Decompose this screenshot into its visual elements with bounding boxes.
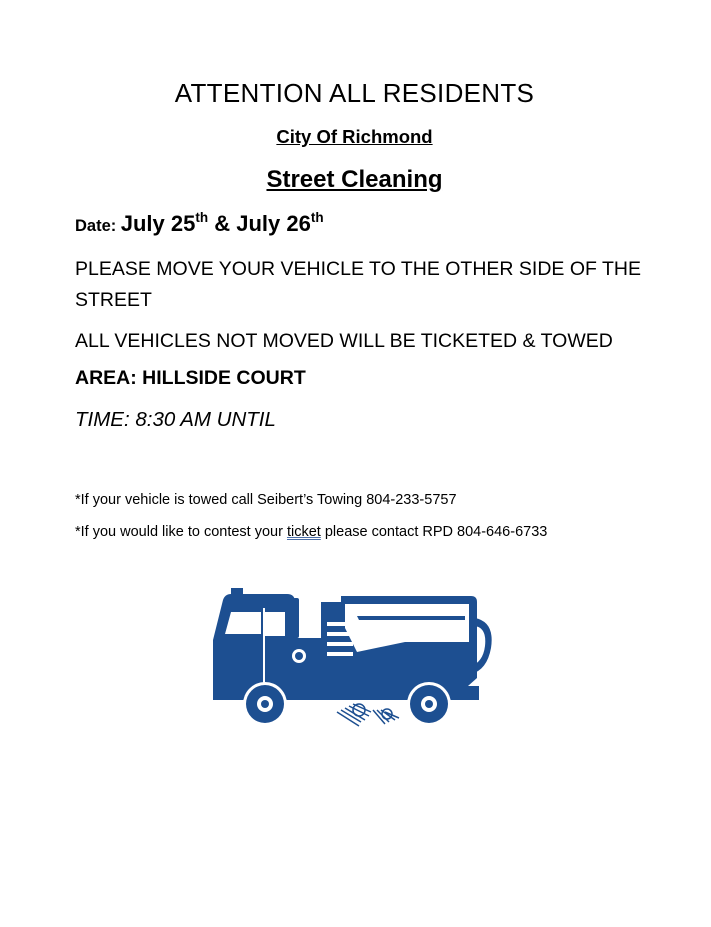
date-label: Date:: [75, 217, 117, 235]
contest-footnote-end: please contact RPD 804-646-6733: [320, 524, 548, 540]
ticket-word: ticket: [286, 524, 321, 540]
street-sweeper-truck-icon: [209, 582, 499, 730]
date-day-1-suffix: th: [195, 210, 209, 225]
date-day-2-suffix: th: [310, 210, 324, 225]
date-joiner: &: [214, 211, 231, 236]
move-vehicle-notice: PLEASE MOVE YOUR VEHICLE TO THE OTHER SIDE OF THE STREET: [75, 258, 642, 311]
page-title: ATTENTION ALL RESIDENTS: [174, 78, 535, 108]
city-subtitle: City Of Richmond: [276, 126, 433, 147]
contest-footnote-start: *If you would like to contest your: [75, 524, 287, 540]
event-heading: Street Cleaning: [266, 166, 443, 193]
date-day-2: July 26: [236, 211, 311, 236]
date-value: [121, 211, 324, 236]
towing-footnote: *If your vehicle is towed call Seibert’s Towing 804-233-5757: [75, 492, 457, 508]
date-line: [75, 211, 675, 237]
time-notice: TIME: 8:30 AM UNTIL: [75, 408, 276, 431]
area-notice: AREA: HILLSIDE COURT: [75, 367, 306, 389]
tow-warning-notice: ALL VEHICLES NOT MOVED WILL BE TICKETED & TOWED: [75, 330, 613, 352]
contest-footnote: [75, 524, 547, 540]
date-day-1: July 25: [120, 211, 196, 236]
